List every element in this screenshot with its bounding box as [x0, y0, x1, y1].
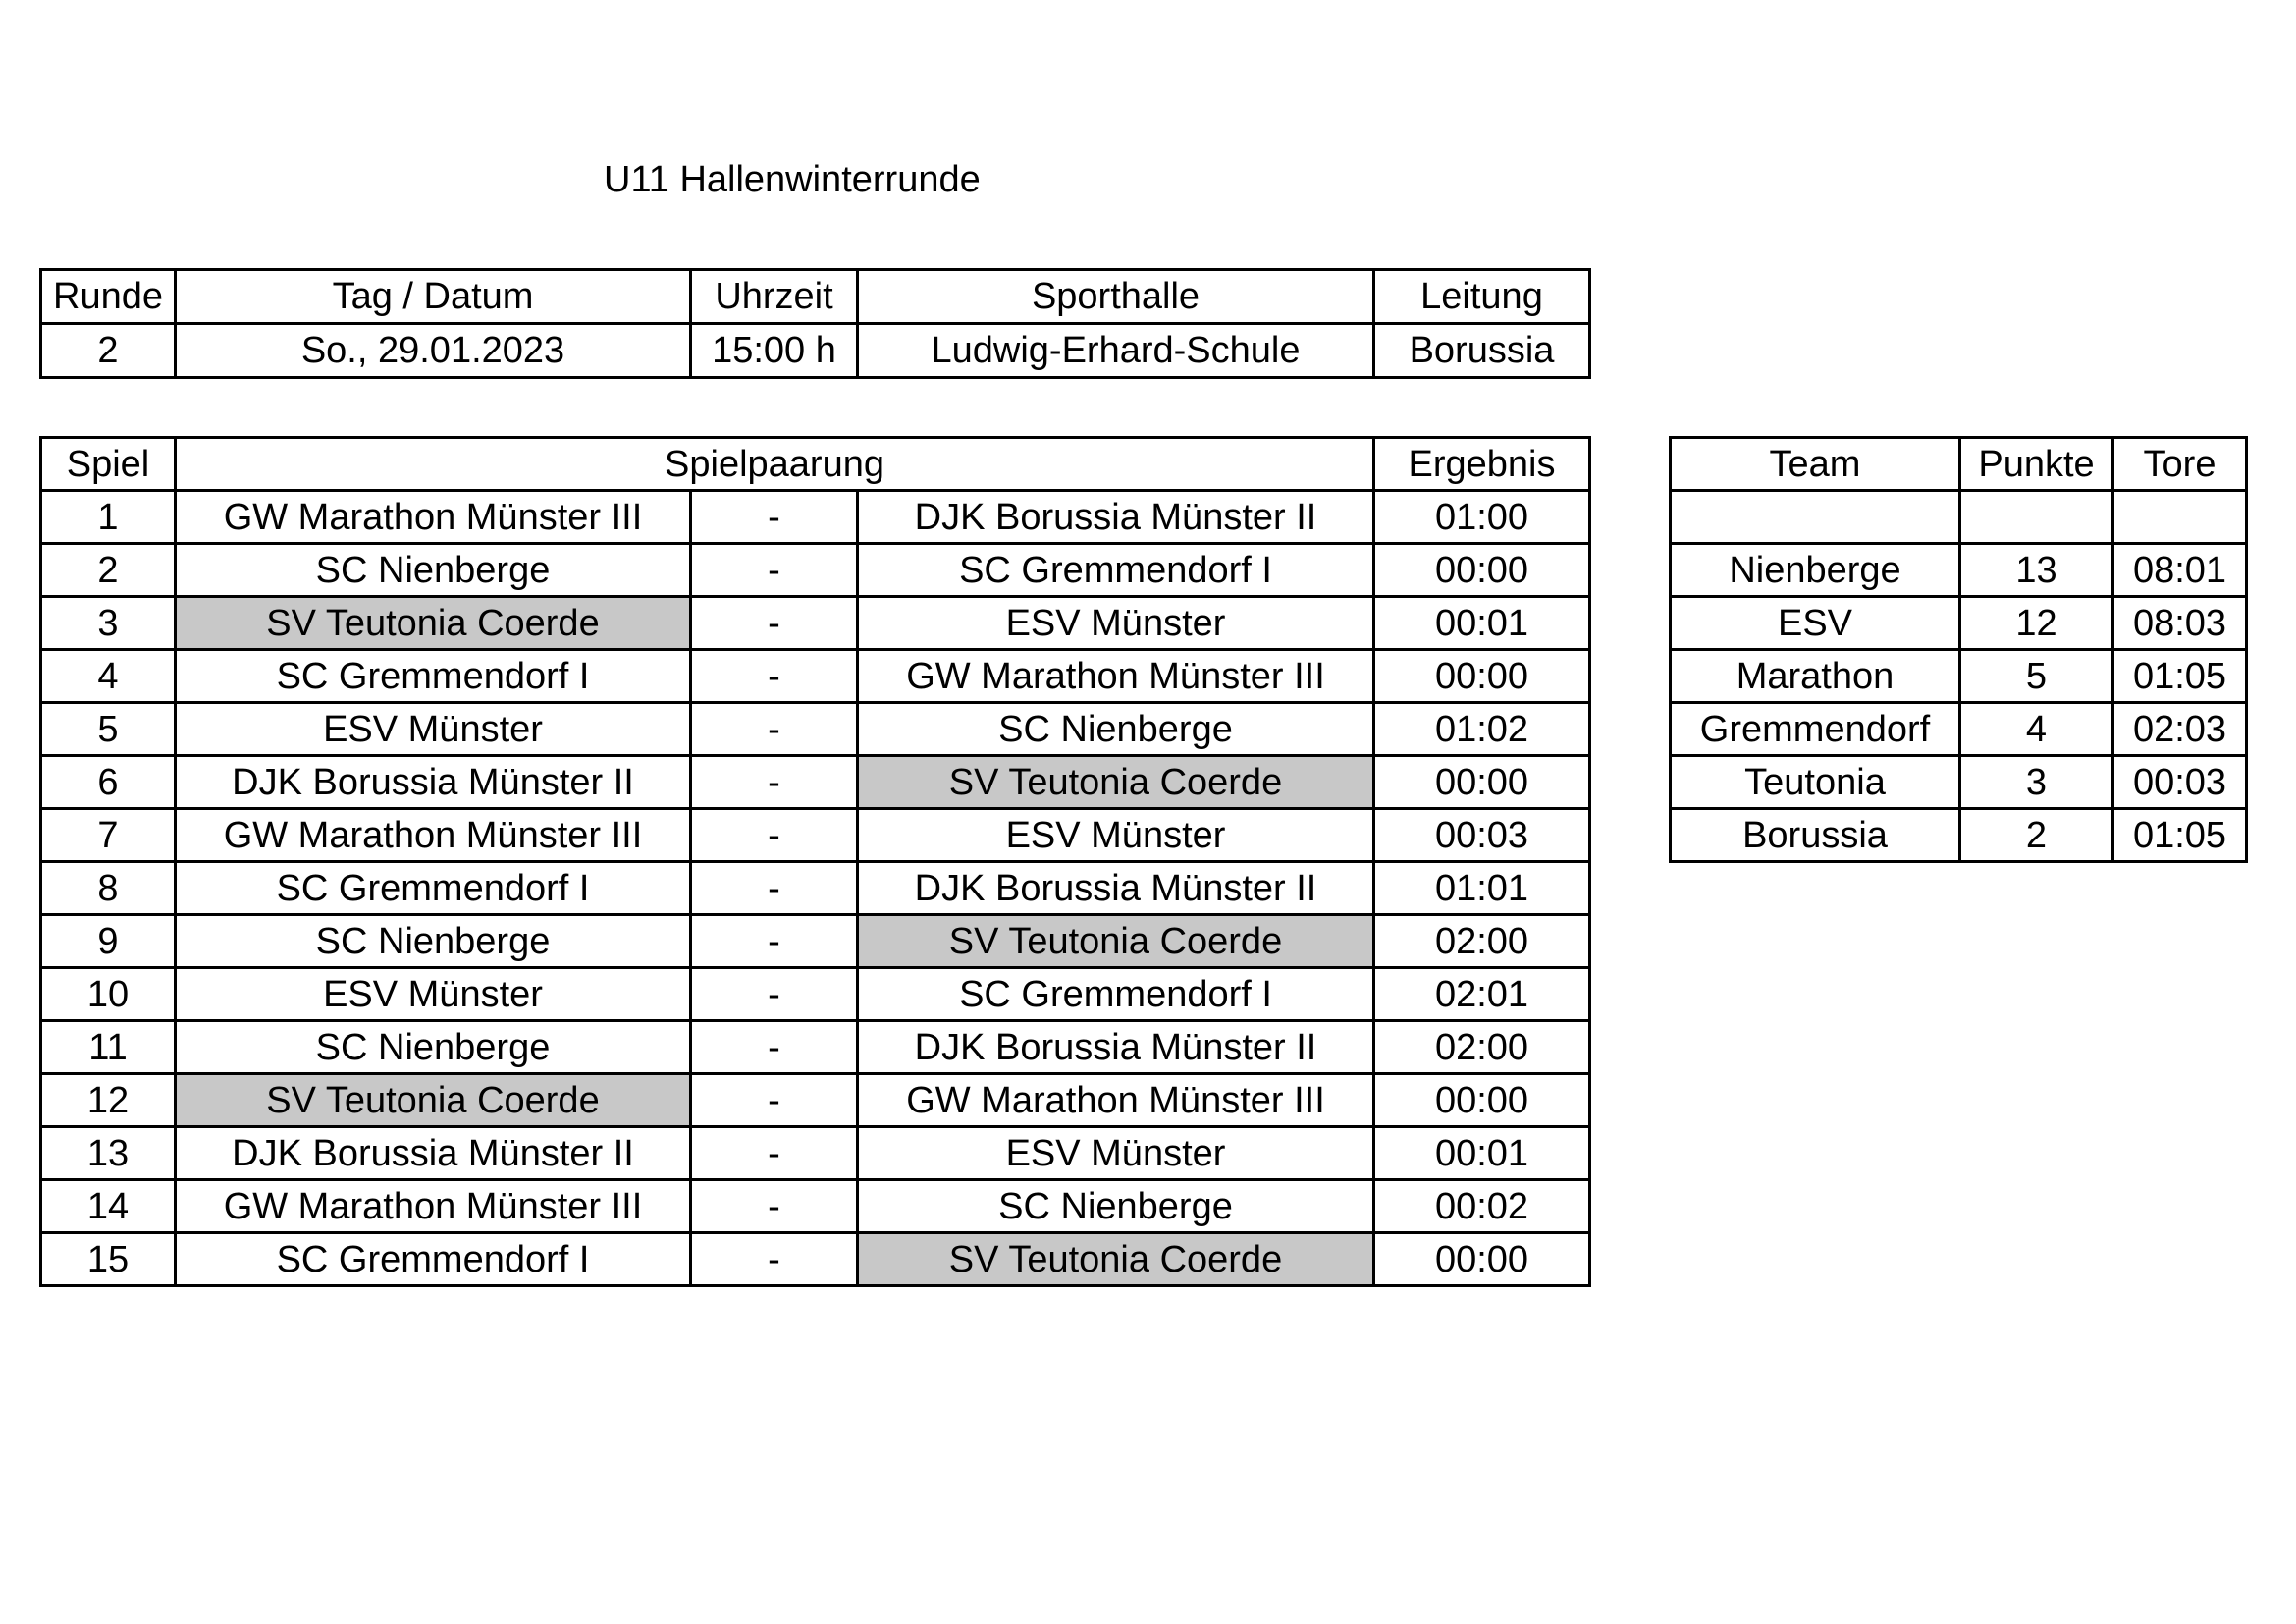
- page-title: U11 Hallenwinterrunde: [604, 159, 981, 200]
- standings-team: Marathon: [1671, 650, 1960, 703]
- game-separator: -: [691, 650, 858, 703]
- game-row: [41, 1233, 1590, 1286]
- game-number: 7: [41, 809, 176, 862]
- game-row: [41, 756, 1590, 809]
- game-home-team: GW Marathon Münster III: [176, 809, 691, 862]
- game-separator: -: [691, 703, 858, 756]
- game-number: 14: [41, 1180, 176, 1233]
- game-result: 02:00: [1374, 1021, 1590, 1074]
- header-sporthalle: Sporthalle: [858, 270, 1374, 324]
- game-home-team: ESV Münster: [176, 703, 691, 756]
- game-number: 3: [41, 597, 176, 650]
- standings-punkte: 2: [1960, 809, 2113, 862]
- game-separator: -: [691, 1021, 858, 1074]
- game-number: 13: [41, 1127, 176, 1180]
- game-number: 6: [41, 756, 176, 809]
- game-row: [41, 703, 1590, 756]
- game-row: [41, 1021, 1590, 1074]
- games-header-row: [41, 438, 1590, 491]
- game-number: 9: [41, 915, 176, 968]
- games-table: [39, 436, 1591, 1287]
- game-home-team: SC Gremmendorf I: [176, 862, 691, 915]
- game-separator: -: [691, 544, 858, 597]
- game-row: [41, 491, 1590, 544]
- header-tore: Tore: [2113, 438, 2247, 491]
- game-away-team: SV Teutonia Coerde: [858, 756, 1374, 809]
- header-spiel: Spiel: [41, 438, 176, 491]
- game-result: 02:01: [1374, 968, 1590, 1021]
- game-result: 00:00: [1374, 650, 1590, 703]
- value-tag-datum: So., 29.01.2023: [176, 324, 691, 378]
- game-separator: -: [691, 809, 858, 862]
- game-number: 12: [41, 1074, 176, 1127]
- game-row: [41, 544, 1590, 597]
- standings-tore: 00:03: [2113, 756, 2247, 809]
- header-team: Team: [1671, 438, 1960, 491]
- game-away-team: SV Teutonia Coerde: [858, 915, 1374, 968]
- game-number: 10: [41, 968, 176, 1021]
- game-row: [41, 862, 1590, 915]
- standings-row: [1671, 650, 2247, 703]
- game-away-team: GW Marathon Münster III: [858, 650, 1374, 703]
- value-sporthalle: Ludwig-Erhard-Schule: [858, 324, 1374, 378]
- header-ergebnis: Ergebnis: [1374, 438, 1590, 491]
- game-home-team: GW Marathon Münster III: [176, 1180, 691, 1233]
- game-result: 00:02: [1374, 1180, 1590, 1233]
- game-away-team: SC Gremmendorf I: [858, 968, 1374, 1021]
- value-leitung: Borussia: [1374, 324, 1590, 378]
- game-home-team: SC Nienberge: [176, 544, 691, 597]
- game-number: 2: [41, 544, 176, 597]
- game-result: 01:01: [1374, 862, 1590, 915]
- game-result: 01:02: [1374, 703, 1590, 756]
- game-result: 02:00: [1374, 915, 1590, 968]
- game-row: [41, 650, 1590, 703]
- game-number: 8: [41, 862, 176, 915]
- game-away-team: SC Gremmendorf I: [858, 544, 1374, 597]
- game-away-team: DJK Borussia Münster II: [858, 862, 1374, 915]
- standings-row: [1671, 491, 2247, 544]
- standings-punkte: 13: [1960, 544, 2113, 597]
- standings-tore: 08:01: [2113, 544, 2247, 597]
- standings-row: [1671, 809, 2247, 862]
- value-uhrzeit: 15:00 h: [691, 324, 858, 378]
- header-punkte: Punkte: [1960, 438, 2113, 491]
- game-row: [41, 1074, 1590, 1127]
- standings-team: [1671, 491, 1960, 544]
- round-info-table: [39, 268, 1591, 379]
- game-away-team: SC Nienberge: [858, 703, 1374, 756]
- game-separator: -: [691, 1180, 858, 1233]
- game-result: 00:00: [1374, 756, 1590, 809]
- standings-team: Nienberge: [1671, 544, 1960, 597]
- game-away-team: ESV Münster: [858, 1127, 1374, 1180]
- game-separator: -: [691, 915, 858, 968]
- standings-punkte: [1960, 491, 2113, 544]
- standings-tore: 02:03: [2113, 703, 2247, 756]
- game-separator: -: [691, 491, 858, 544]
- game-separator: -: [691, 1074, 858, 1127]
- standings-punkte: 5: [1960, 650, 2113, 703]
- game-number: 5: [41, 703, 176, 756]
- game-away-team: ESV Münster: [858, 597, 1374, 650]
- game-number: 1: [41, 491, 176, 544]
- header-tag-datum: Tag / Datum: [176, 270, 691, 324]
- game-home-team: SV Teutonia Coerde: [176, 1074, 691, 1127]
- game-home-team: DJK Borussia Münster II: [176, 756, 691, 809]
- game-result: 00:01: [1374, 597, 1590, 650]
- game-result: 01:00: [1374, 491, 1590, 544]
- game-home-team: GW Marathon Münster III: [176, 491, 691, 544]
- game-away-team: ESV Münster: [858, 809, 1374, 862]
- game-number: 11: [41, 1021, 176, 1074]
- standings-team: Gremmendorf: [1671, 703, 1960, 756]
- game-home-team: SC Nienberge: [176, 1021, 691, 1074]
- game-separator: -: [691, 862, 858, 915]
- game-separator: -: [691, 1233, 858, 1286]
- standings-team: ESV: [1671, 597, 1960, 650]
- game-away-team: DJK Borussia Münster II: [858, 1021, 1374, 1074]
- game-home-team: ESV Münster: [176, 968, 691, 1021]
- game-row: [41, 1180, 1590, 1233]
- game-home-team: SC Nienberge: [176, 915, 691, 968]
- game-row: [41, 968, 1590, 1021]
- game-separator: -: [691, 968, 858, 1021]
- game-row: [41, 597, 1590, 650]
- game-away-team: GW Marathon Münster III: [858, 1074, 1374, 1127]
- game-row: [41, 915, 1590, 968]
- standings-punkte: 12: [1960, 597, 2113, 650]
- header-uhrzeit: Uhrzeit: [691, 270, 858, 324]
- game-away-team: SC Nienberge: [858, 1180, 1374, 1233]
- header-spielpaarung: Spielpaarung: [176, 438, 1374, 491]
- game-home-team: DJK Borussia Münster II: [176, 1127, 691, 1180]
- game-result: 00:01: [1374, 1127, 1590, 1180]
- standings-team: Borussia: [1671, 809, 1960, 862]
- standings-tore: [2113, 491, 2247, 544]
- game-result: 00:00: [1374, 1233, 1590, 1286]
- game-result: 00:03: [1374, 809, 1590, 862]
- game-number: 15: [41, 1233, 176, 1286]
- standings-row: [1671, 756, 2247, 809]
- game-separator: -: [691, 756, 858, 809]
- game-away-team: SV Teutonia Coerde: [858, 1233, 1374, 1286]
- standings-table: [1669, 436, 2248, 863]
- game-row: [41, 809, 1590, 862]
- standings-row: [1671, 597, 2247, 650]
- standings-tore: 01:05: [2113, 650, 2247, 703]
- game-home-team: SV Teutonia Coerde: [176, 597, 691, 650]
- round-info-value-row: [41, 324, 1590, 378]
- standings-team: Teutonia: [1671, 756, 1960, 809]
- standings-punkte: 3: [1960, 756, 2113, 809]
- value-runde: 2: [41, 324, 176, 378]
- game-number: 4: [41, 650, 176, 703]
- standings-punkte: 4: [1960, 703, 2113, 756]
- game-separator: -: [691, 1127, 858, 1180]
- game-separator: -: [691, 597, 858, 650]
- game-home-team: SC Gremmendorf I: [176, 650, 691, 703]
- header-leitung: Leitung: [1374, 270, 1590, 324]
- game-away-team: DJK Borussia Münster II: [858, 491, 1374, 544]
- standings-tore: 08:03: [2113, 597, 2247, 650]
- standings-row: [1671, 544, 2247, 597]
- game-result: 00:00: [1374, 544, 1590, 597]
- round-info-header-row: [41, 270, 1590, 324]
- game-result: 00:00: [1374, 1074, 1590, 1127]
- standings-tore: 01:05: [2113, 809, 2247, 862]
- game-home-team: SC Gremmendorf I: [176, 1233, 691, 1286]
- header-runde: Runde: [41, 270, 176, 324]
- game-row: [41, 1127, 1590, 1180]
- standings-header-row: [1671, 438, 2247, 491]
- standings-row: [1671, 703, 2247, 756]
